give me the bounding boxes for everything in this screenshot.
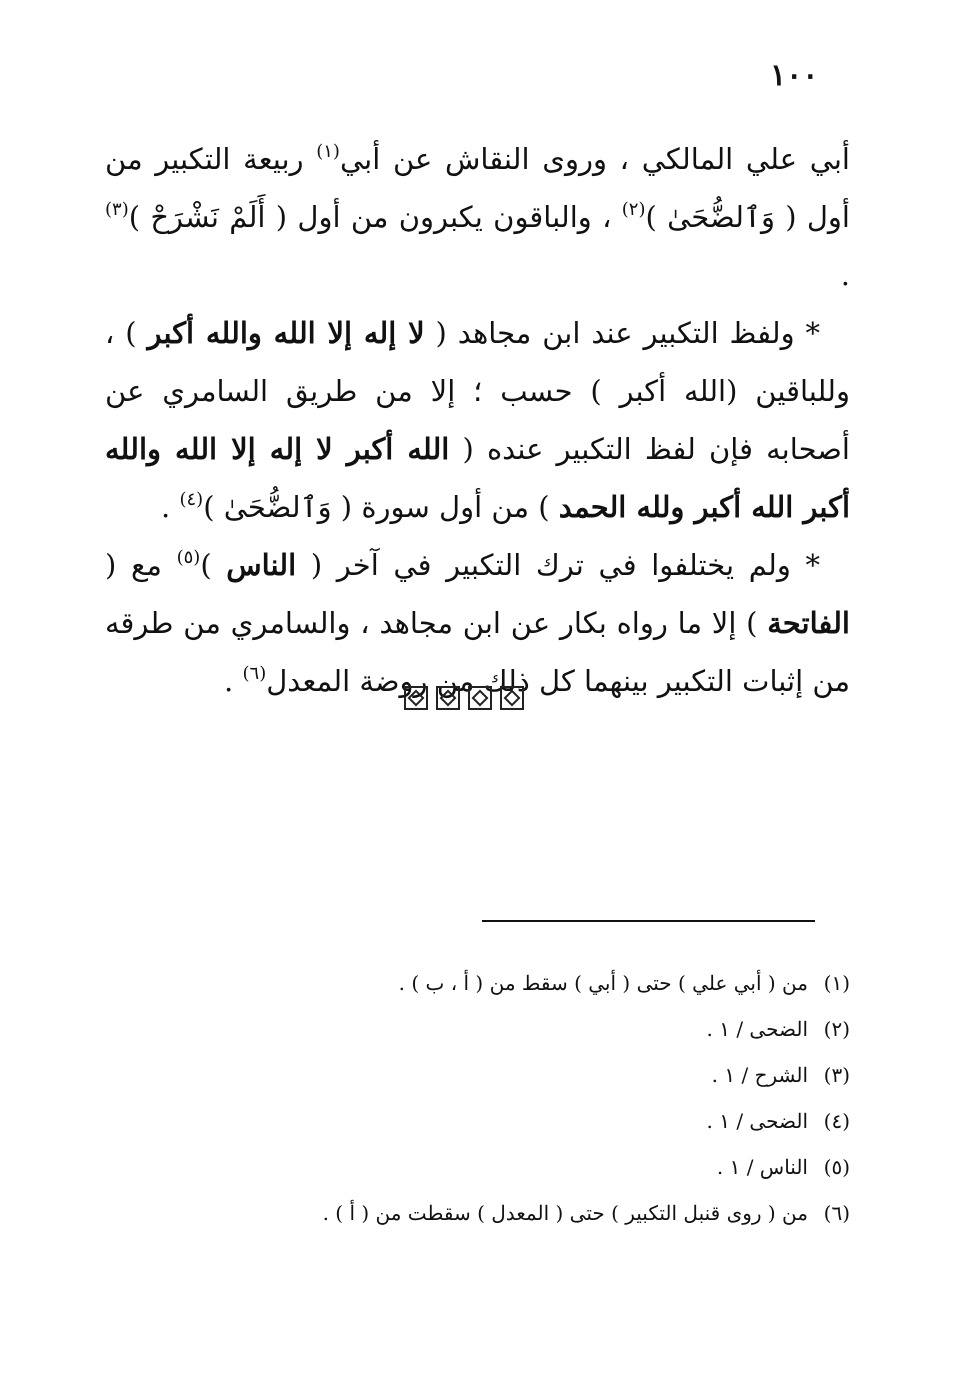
footnote-number: (٤) [823,1109,850,1133]
text-run: ) [200,548,227,582]
footnote-6 [150,1190,850,1236]
text-run: * ولم يختلفوا في ترك التكبير في آخر ( [296,548,820,582]
ornament-icon [404,686,428,710]
footnote-number: (١) [823,971,850,995]
footnote-text: الناس / ١ . [716,1155,808,1179]
footnote-ref-2: (٢) [621,199,646,220]
footnote-4 [150,1098,850,1144]
text-run: . [840,258,850,292]
footnote-number: (٥) [823,1155,850,1179]
bold-surah-fatiha: الفاتحة [767,606,850,640]
footnote-2 [150,1006,850,1052]
ornament-icon [500,686,524,710]
text-run: أبي علي المالكي ، وروى النقاش عن أبي [339,142,850,176]
bold-takbir-1: لا إله إلا الله والله أكبر [147,316,425,350]
bold-surah-nas: الناس [226,548,297,582]
footnote-text: الشرح / ١ . [711,1063,808,1087]
footnote-1 [150,960,850,1006]
footnote-text: الضحى / ١ . [706,1017,808,1041]
footnote-text: من ( روى قنبل التكبير ) حتى ( المعدل ) سقطت من ( أ ) . [322,1201,808,1225]
section-ornament [404,686,524,710]
footnote-text: من ( أبي علي ) حتى ( أبي ) سقط من ( أ ، ب ) . [398,971,808,995]
footnote-divider [482,920,815,922]
text-run: * ولفظ التكبير عند ابن مجاهد ( [424,316,820,350]
ornament-icon [468,686,492,710]
text-run: ، والباقون يكبرون من أول ( أَلَمْ نَشْرَحْ ) [128,200,622,234]
paragraph-3 [105,536,850,710]
footnotes [150,960,850,1236]
text-run: ربيعة التكبير من أول ( وَٱلضُّحَىٰ ) [105,142,850,234]
paragraph-2 [105,304,850,536]
text-run: ) من أول سورة ( وَٱلضُّحَىٰ ) [203,490,559,524]
footnote-3 [150,1052,850,1098]
footnote-ref-5: (٥) [176,547,201,568]
page-number: ١٠٠ [770,58,819,93]
footnote-5 [150,1144,850,1190]
footnote-ref-1: (١) [316,141,340,162]
text-run: مع ( [105,548,177,582]
text-run: . [161,490,180,524]
text-run: ) ، وللباقين (الله أكبر ) حسب ؛ إلا من طريق السامري عن أصحابه فإن لفظ التكبير عنده ( [105,316,850,466]
footnote-number: (٣) [823,1063,850,1087]
text-run: ) إلا ما رواه بكار عن ابن مجاهد ، والسامري من طرقه من إثبات التكبير بينهما كل ذلك من روضة المعدل [105,606,850,698]
ornament-icon [436,686,460,710]
footnote-number: (٢) [823,1017,850,1041]
footnote-ref-3: (٣) [105,199,129,220]
text-run: . [224,664,243,698]
footnote-ref-4: (٤) [179,489,204,510]
paragraph-1 [105,130,850,304]
footnote-text: الضحى / ١ . [706,1109,808,1133]
main-text [105,130,850,710]
bold-takbir-2: الله أكبر لا إله إلا الله والله أكبر الله أكبر ولله الحمد [105,432,850,524]
footnote-ref-6: (٦) [242,663,267,684]
footnote-number: (٦) [823,1201,850,1225]
